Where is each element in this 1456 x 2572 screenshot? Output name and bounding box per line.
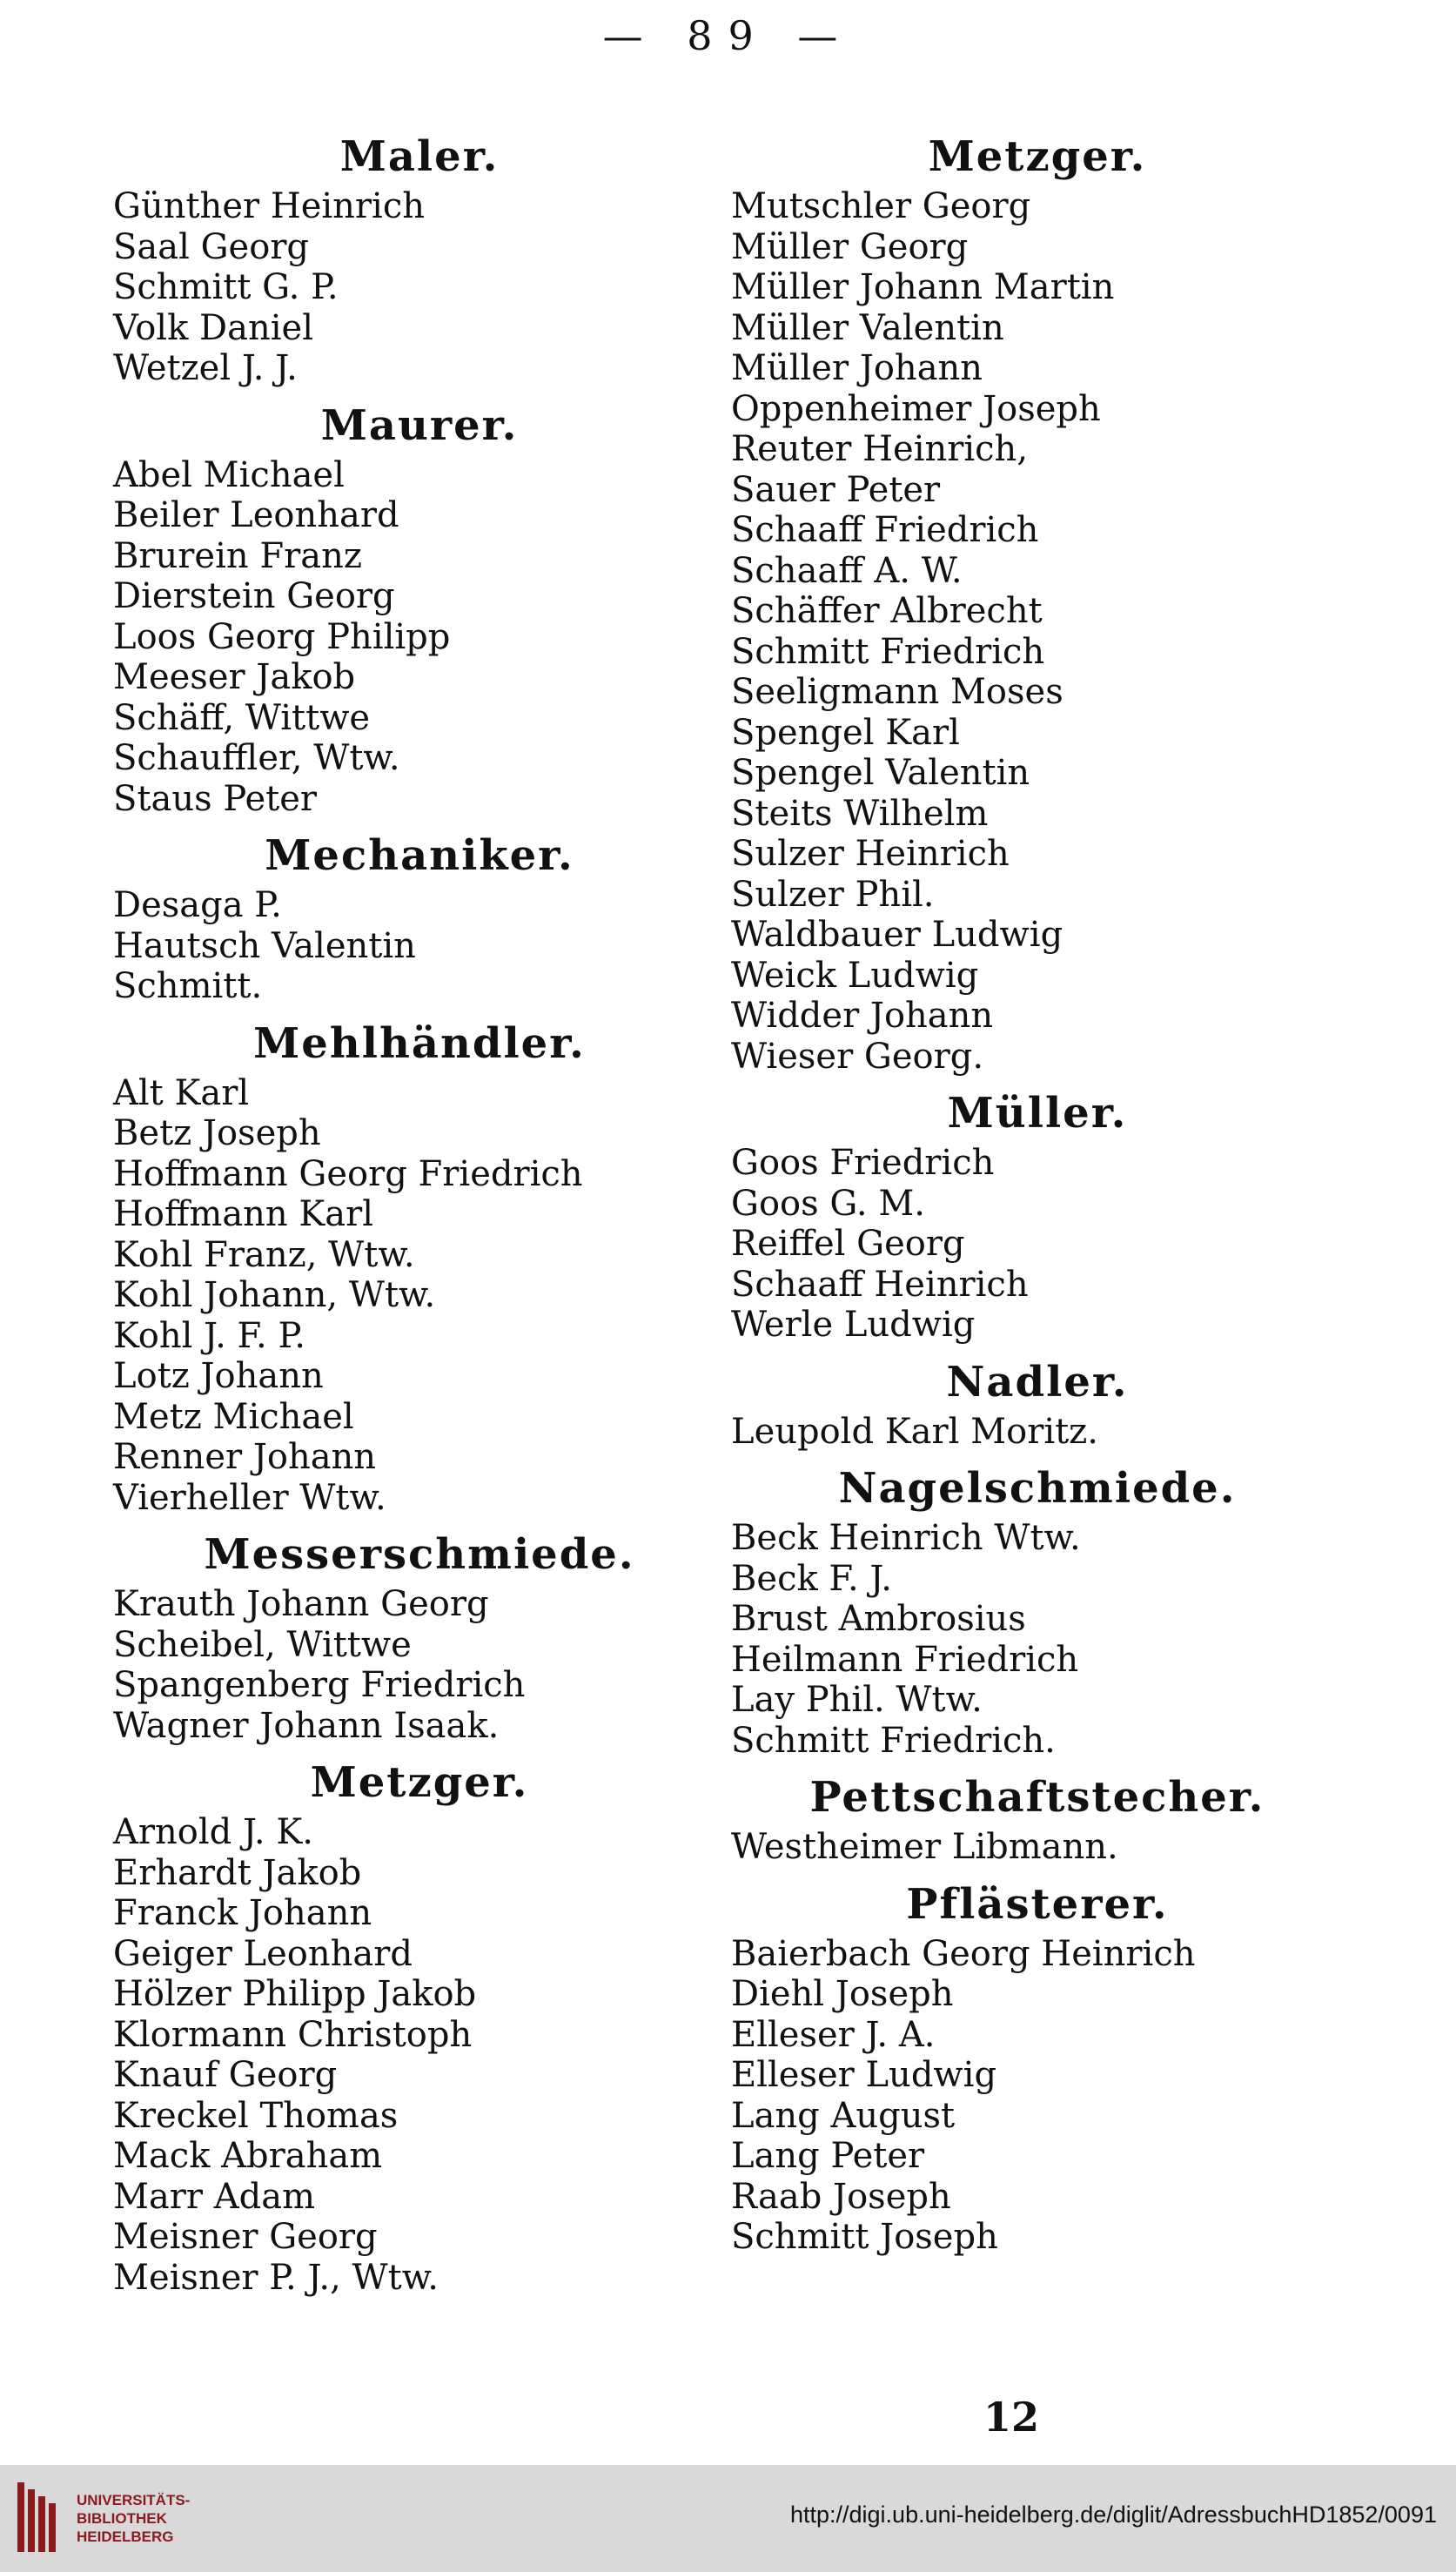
directory-entry: Marr Adam (113, 2176, 316, 2217)
directory-entry: Elleser J. A. (731, 2014, 936, 2055)
section-heading: Pettschaftstecher. (809, 1773, 1265, 1822)
directory-entry: Saal Georg (113, 226, 310, 267)
directory-entry: Sulzer Phil. (731, 874, 935, 915)
directory-entry: Werle Ludwig (731, 1305, 976, 1345)
directory-entry: Raab Joseph (731, 2176, 951, 2217)
directory-entry: Schäff, Wittwe (113, 697, 371, 738)
directory-entry: Schauffler, Wtw. (113, 738, 400, 778)
library-name-line2: BIBLIOTHEK (77, 2510, 167, 2527)
directory-entry: Brust Ambrosius (731, 1599, 1026, 1639)
source-url-link[interactable]: http://digi.ub.uni-heidelberg.de/diglit/AdressbuchHD1852/0091 (789, 2501, 1437, 2528)
directory-entry: Goos G. M. (731, 1183, 925, 1224)
directory-entry: Kohl Franz, Wtw. (113, 1234, 415, 1275)
directory-entry: Spangenberg Friedrich (113, 1665, 526, 1705)
directory-entry: Klormann Christoph (113, 2014, 473, 2055)
directory-entry: Leupold Karl Moritz. (731, 1411, 1098, 1452)
section-heading: Metzger. (928, 132, 1147, 181)
directory-entry: Erhardt Jakob (113, 1852, 362, 1893)
directory-entry: Hautsch Valentin (113, 925, 416, 966)
directory-entry: Mack Abraham (113, 2136, 383, 2176)
directory-entry: Lotz Johann (113, 1356, 324, 1396)
directory-entry: Metz Michael (113, 1396, 354, 1437)
directory-entry: Spengel Karl (731, 712, 960, 753)
section-heading: Nagelschmiede. (838, 1464, 1237, 1513)
directory-entry: Knauf Georg (113, 2055, 338, 2095)
directory-entry: Abel Michael (113, 454, 345, 495)
directory-entry: Beiler Leonhard (113, 495, 399, 535)
directory-entry: Hoffmann Karl (113, 1194, 374, 1234)
directory-entry: Loos Georg Philipp (113, 616, 451, 657)
directory-entry: Staus Peter (113, 778, 317, 819)
directory-entry: Volk Daniel (113, 307, 313, 348)
section-heading: Metzger. (310, 1758, 529, 1807)
directory-entry: Beck Heinrich Wtw. (731, 1518, 1081, 1558)
directory-entry: Müller Johann Martin (731, 267, 1115, 307)
page-number: — 89 — (602, 12, 854, 59)
directory-entry: Baierbach Georg Heinrich (731, 1933, 1196, 1974)
directory-entry: Goos Friedrich (731, 1143, 995, 1183)
directory-entry: Scheibel, Wittwe (113, 1624, 412, 1665)
directory-entry: Wagner Johann Isaak. (113, 1705, 500, 1746)
directory-entry: Meisner Georg (113, 2217, 378, 2257)
section-heading: Maurer. (320, 400, 519, 450)
directory-entry: Günther Heinrich (113, 186, 426, 226)
directory-entry: Hölzer Philipp Jakob (113, 1974, 477, 2014)
directory-entry: Kohl Johann, Wtw. (113, 1275, 436, 1315)
directory-entry: Waldbauer Ludwig (731, 915, 1063, 955)
directory-entry: Diehl Joseph (731, 1974, 954, 2014)
section-heading: Nadler. (946, 1357, 1129, 1407)
directory-entry: Weick Ludwig (731, 955, 979, 996)
directory-entry: Meeser Jakob (113, 657, 356, 697)
directory-entry: Lang August (731, 2095, 956, 2136)
directory-entry: Arnold J. K. (113, 1812, 313, 1852)
section-heading: Müller. (947, 1089, 1128, 1138)
right-column (724, 120, 1351, 2258)
directory-entry: Widder Johann (731, 996, 994, 1036)
directory-entry: Müller Georg (731, 226, 969, 267)
directory-entry: Mutschler Georg (731, 186, 1031, 226)
directory-entry: Elleser Ludwig (731, 2055, 997, 2095)
directory-entry: Wetzel J. J. (113, 348, 298, 388)
directory-entry: Schaaff A. W. (731, 550, 963, 591)
directory-entry: Vierheller Wtw. (113, 1477, 386, 1518)
section-heading: Messerschmiede. (204, 1530, 635, 1579)
directory-entry: Geiger Leonhard (113, 1933, 413, 1974)
library-name-line3: HEIDELBERG (77, 2528, 174, 2545)
footer-bar (0, 2465, 1456, 2572)
directory-entry: Schmitt G. P. (113, 267, 339, 307)
directory-entry: Heilmann Friedrich (731, 1639, 1079, 1680)
directory-entry: Schmitt Friedrich (731, 631, 1045, 672)
directory-entry: Schaaff Friedrich (731, 510, 1039, 550)
directory-entry: Schaaff Heinrich (731, 1264, 1029, 1305)
sheet-number: 12 (983, 2394, 1040, 2441)
directory-entry: Lay Phil. Wtw. (731, 1680, 983, 1720)
directory-entry: Oppenheimer Joseph (731, 388, 1101, 429)
directory-entry: Schmitt Friedrich. (731, 1720, 1056, 1761)
section-heading: Pflästerer. (906, 1879, 1169, 1929)
directory-entry: Westheimer Libmann. (731, 1827, 1118, 1867)
directory-entry: Kreckel Thomas (113, 2095, 399, 2136)
directory-entry: Reiffel Georg (731, 1224, 965, 1264)
library-logo-icon (16, 2477, 59, 2560)
directory-entry: Seeligmann Moses (731, 672, 1063, 712)
left-column (106, 120, 733, 2298)
directory-entry: Wieser Georg. (731, 1036, 984, 1077)
section-heading: Mechaniker. (265, 831, 574, 880)
directory-entry: Spengel Valentin (731, 753, 1030, 793)
section-heading: Mehlhändler. (253, 1018, 586, 1068)
directory-entry: Franck Johann (113, 1893, 372, 1933)
section-heading: Maler. (339, 132, 500, 181)
directory-entry: Betz Joseph (113, 1113, 321, 1153)
library-name-line1: UNIVERSITÄTS- (77, 2492, 191, 2508)
directory-entry: Reuter Heinrich, (731, 429, 1029, 469)
directory-entry: Sauer Peter (731, 469, 941, 510)
directory-entry: Desaga P. (113, 885, 282, 925)
directory-entry: Steits Wilhelm (731, 793, 989, 834)
directory-entry: Müller Johann (731, 348, 983, 388)
directory-entry: Alt Karl (113, 1072, 250, 1113)
directory-entry: Schmitt. (113, 966, 263, 1006)
directory-entry: Beck F. J. (731, 1558, 893, 1599)
directory-entry: Meisner P. J., Wtw. (113, 2257, 439, 2298)
directory-entry: Lang Peter (731, 2136, 925, 2176)
library-name (77, 2491, 190, 2546)
directory-entry: Sulzer Heinrich (731, 834, 1010, 874)
directory-entry: Hoffmann Georg Friedrich (113, 1153, 583, 1194)
directory-entry: Müller Valentin (731, 307, 1004, 348)
directory-entry: Kohl J. F. P. (113, 1315, 305, 1356)
directory-entry: Schmitt Joseph (731, 2217, 998, 2257)
directory-entry: Krauth Johann Georg (113, 1584, 489, 1624)
directory-entry: Schäffer Albrecht (731, 591, 1043, 631)
directory-entry: Renner Johann (113, 1437, 377, 1477)
directory-entry: Brurein Franz (113, 535, 362, 576)
directory-entry: Dierstein Georg (113, 576, 395, 616)
